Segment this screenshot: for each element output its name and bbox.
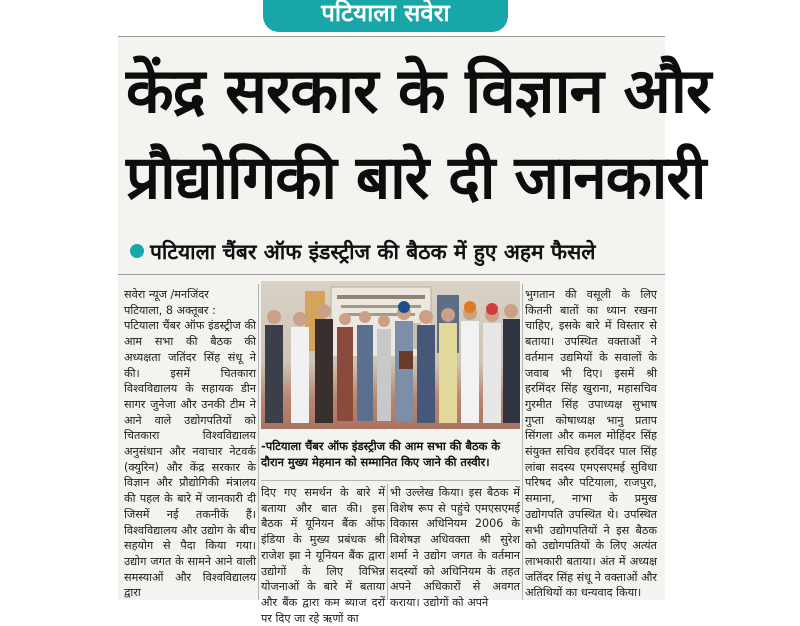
article-body-col4: भुगतान की वसूली के लिए कितनी बातों का ध्यान रखना चाहिए, इसके बारे में विस्तार से बताया। उपस्थित वक्ताओं ने वर्तमान उद्यमियों के सवालों के जवाब भी दिए। इसमें श्री हरमिंदर सिंह खुराना, महासचिव गुरमीत सिंह उपाध्यक्ष सुभाष गुप्ता कोषाध्यक्ष भानु प्रताप सिंगला और कमल मोहिंदर सिंह संयुक्त सचिव हरविंदर पाल सिंह लांबा सदस्य एमएसएमई सुविधा परिषद और पटियाला, राजपुरा, समाना, नाभा के प्रमुख उद्योगपति उपस्थित थे। उपस्थित सभी उद्योगपतियों ने इस बैठक को उद्योगपतियों के लिए अत्यंत लाभकारी बताया। अंत में अध्यक्ष जतिंदर सिंह संधू ने वक्ताओं और अतिथियों का धन्यवाद किया। [525, 288, 657, 600]
article-column-1 [124, 287, 256, 601]
caption-rule [261, 480, 520, 481]
subheadline [130, 238, 596, 266]
byline: सवेरा न्यूज /मनजिंदर [124, 288, 209, 301]
column-divider [387, 484, 388, 600]
masthead-rule [118, 36, 665, 37]
masthead-title: पटियाला सवेरा [263, 0, 508, 32]
newspaper-clipping [118, 0, 711, 625]
article-body-col3: भी उल्लेख किया। इस बैठक में विशेष रूप से पहुंचे एमएसएमई विकास अधिनियम 2006 के विशेषज्ञ अधिवक्ता श्री सुरेश शर्मा ने उद्योग जगत के वर्तमान सदस्यों को अधिनियम के तहत अपने अधिकारों से अवगत कराया। उद्योगों को अपने [390, 486, 520, 609]
subheadline-rule [118, 274, 665, 275]
masthead-strip [118, 0, 665, 36]
headline-line-2: प्रौद्योगिकी बारे दी जानकारी [126, 143, 706, 213]
photo-caption: -पटियाला चैंबर ऑफ इंडस्ट्रीज की आम सभा की बैठक के दौरान मुख्य मेहमान को सम्मानित किए जाने की तस्वीर। [261, 439, 501, 469]
article-body-col2: दिए गए समर्थन के बारे में बताया और बात की। इस बैठक में यूनियन बैंक ऑफ इंडिया के मुख्य प्रबंधक श्री राजेश झा ने यूनियन बैंक द्वारा उद्योगों के लिए विभिन्न योजनाओं के बारे में बताया और बैंक द्वारा कम ब्याज दरों पर दिए जा रहे ऋणों का [261, 486, 385, 625]
article-column-2 [261, 485, 385, 626]
column-divider [258, 284, 259, 600]
article-column-4 [525, 287, 657, 601]
event-photo [261, 281, 520, 429]
headline-line-1: केंद्र सरकार के विज्ञान और [126, 54, 711, 127]
article-body-col1: पटियाला चैंबर ऑफ इंडस्ट्रीज की आम सभा की बैठक की अध्यक्षता जतिंदर सिंह संधू ने की। इसमें चितकारा विश्वविद्यालय के सहायक डीन सागर जुनेजा और उनकी टीम ने आने वाले उद्योगपतियों को चितकारा विश्वविद्यालय अनुसंधान और नवाचार नेटवर्क (क्युरिन) और केंद्र सरकार के विज्ञान और प्रौद्योगिकी मंत्रालय की पहल के बारे में जानकारी दी जिसमें नई तकनीकें हैं। विश्वविद्यालय और उद्योग के बीच सहयोग से पैदा किया गया। उद्योग जगत के सामने आने वाली समस्याओं और विश्वविद्यालय द्वारा [124, 319, 256, 600]
dateline: पटियाला, 8 अक्तूबर : [124, 303, 216, 317]
event-photo-illustration [261, 281, 520, 429]
column-divider [522, 284, 523, 600]
subheadline-text: पटियाला चैंबर ऑफ इंडस्ट्रीज की बैठक में हुए अहम फैसले [150, 240, 596, 264]
teal-bullet-icon [130, 244, 144, 258]
article-column-3 [390, 485, 520, 611]
